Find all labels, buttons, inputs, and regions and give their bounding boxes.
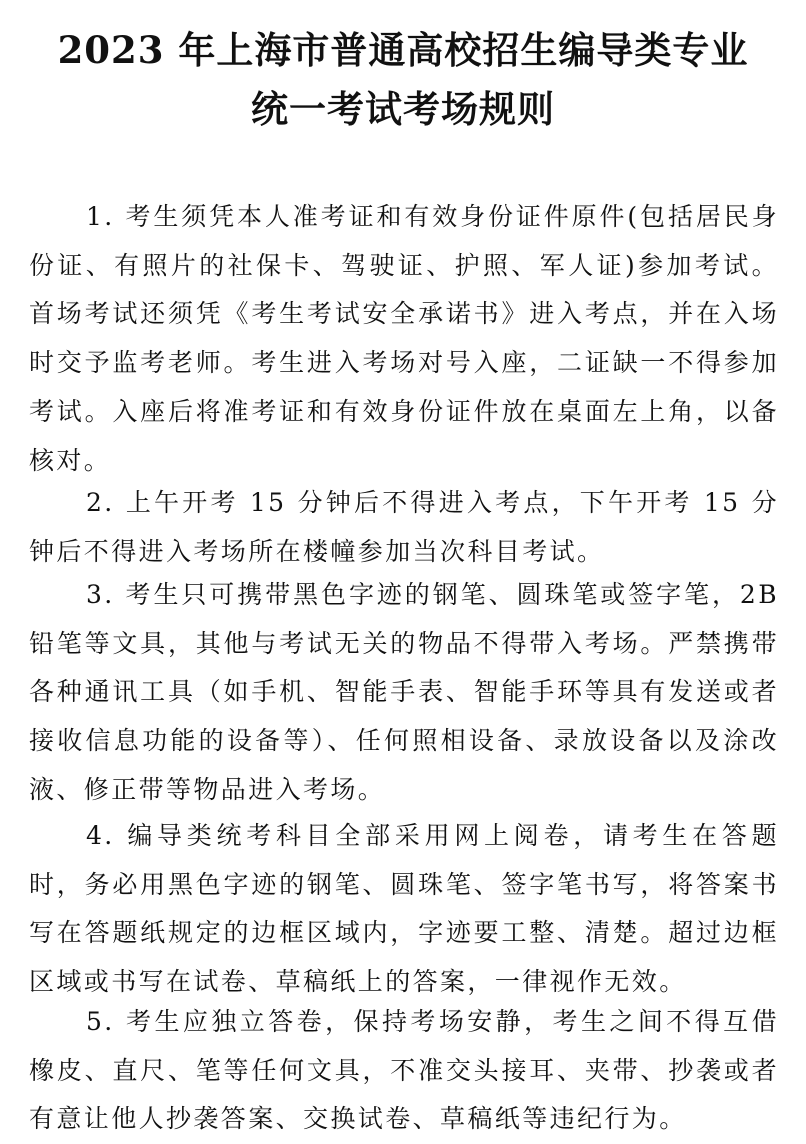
document-title-line-2: 统一考试考场规则 [251,87,555,131]
rule-2-paragraph: 2. 上午开考 15 分钟后不得进入考点，下午开考 15 分钟后不得进入考场所在楼幢参加当次科目考试。 [29,488,779,566]
rule-1-paragraph: 1. 考生须凭本人准考证和有效身份证件原件(包括居民身份证、有照片的社保卡、驾驶证、护照、军人证)参加考试。首场考试还须凭《考生考试安全承诺书》进入考点，并在入场时交予监考老师。考生进入考场对号入座，二证缺一不得参加考试。入座后将准考证和有效身份证件放在桌面左上角，以备核对。 [29,202,779,475]
document-title-line-1: 2023 年上海市普通高校招生编导类专业 [57,28,749,72]
rule-4-paragraph: 4. 编导类统考科目全部采用网上阅卷，请考生在答题时，务必用黑色字迹的钢笔、圆珠笔、签字笔书写，将答案书写在答题纸规定的边框区域内，字迹要工整、清楚。超过边框区域或书写在试卷、草稿纸上的答案，一律视作无效。 [29,821,779,997]
rule-5-paragraph: 5. 考生应独立答卷，保持考场安静，考生之间不得互借橡皮、直尺、笔等任何文具，不准交头接耳、夹带、抄袭或者有意让他人抄袭答案、交换试卷、草稿纸等违纪行为。 [29,1007,779,1134]
rule-3-paragraph: 3. 考生只可携带黑色字迹的钢笔、圆珠笔或签字笔，2B 铅笔等文具，其他与考试无关的物品不得带入考场。严禁携带各种通讯工具（如手机、智能手表、智能手环等具有发送或者接收信息功能的设备等）、任何照相设备、录放设备以及涂改液、修正带等物品进入考场。 [29,580,779,804]
